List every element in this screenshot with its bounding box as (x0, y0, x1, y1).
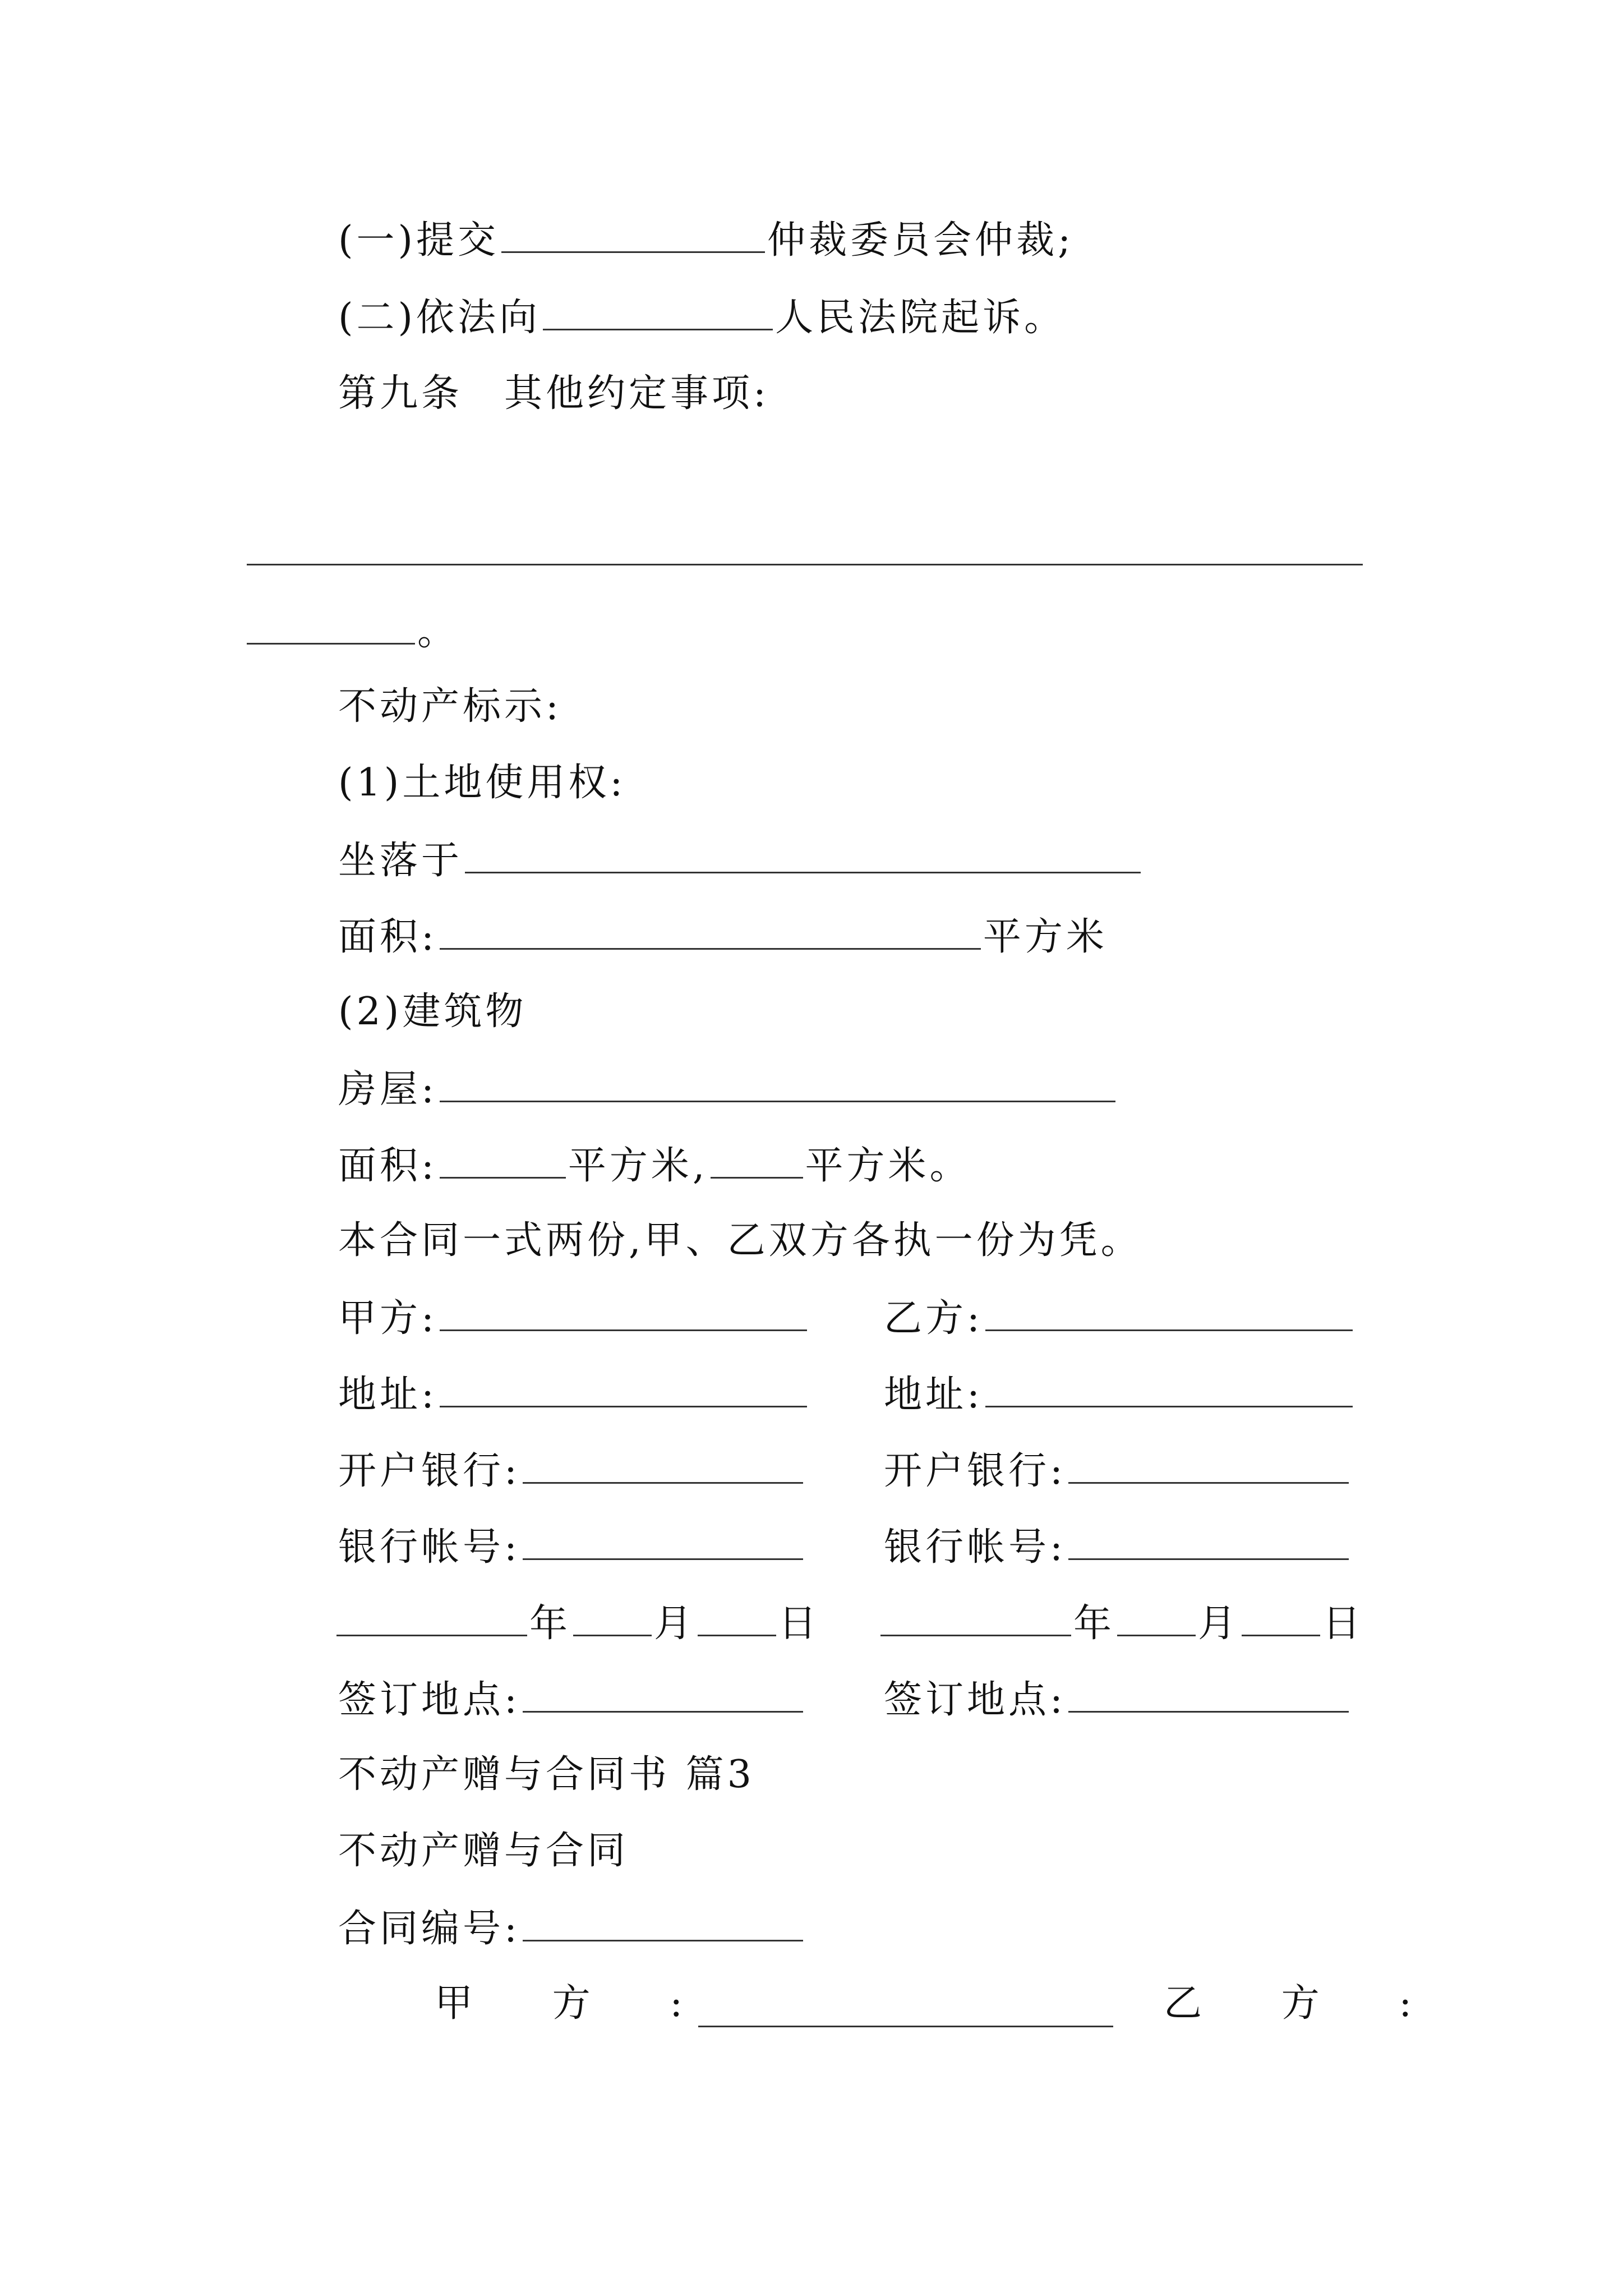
section-3-party-b: 乙 方 : (1164, 1981, 1446, 2026)
party-b-address-row (884, 1373, 1355, 1417)
section-3-party-a: 甲 方 : (435, 1981, 717, 2026)
arbitration-commission-blank[interactable] (501, 220, 765, 253)
party-a-label: 甲方: (338, 1296, 437, 1341)
party-a-bank-label: 开户银行: (338, 1449, 520, 1493)
party-a-year-label: 年 (529, 1602, 571, 1646)
land-location-row (338, 839, 1143, 883)
article-9-title: 第九条 其他约定事项: (338, 371, 769, 416)
party-a-day-label: 日 (778, 1602, 820, 1646)
building-area-blank-1[interactable] (440, 1145, 566, 1179)
party-b-month-blank[interactable] (1117, 1603, 1196, 1636)
party-a-place-blank[interactable] (523, 1680, 803, 1713)
property-heading: 不动产标示: (338, 684, 562, 729)
land-location-label: 坐落于 (338, 839, 463, 883)
land-location-blank[interactable] (465, 840, 1141, 873)
other-terms-end-mark: 。 (417, 610, 459, 654)
party-a-month-label: 月 (654, 1602, 696, 1646)
party-a-account-blank[interactable] (523, 1527, 803, 1560)
party-b-account-label: 银行帐号: (884, 1525, 1066, 1570)
party-a-address-label: 地址: (338, 1373, 437, 1417)
contract-number-label: 合同编号: (338, 1907, 520, 1951)
party-b-place-row (884, 1678, 1351, 1722)
party-b-row (884, 1296, 1355, 1341)
party-a-bank-row (338, 1449, 805, 1493)
party-a-day-blank[interactable] (698, 1603, 776, 1636)
arbitration-option-2-prefix: (二)依法向 (338, 296, 541, 340)
arbitration-option-1-prefix: (一)提交 (338, 218, 500, 263)
other-terms-end-line (247, 610, 459, 654)
building-area-unit-1: 平方米, (568, 1144, 708, 1188)
party-b-bank-row (884, 1449, 1351, 1493)
copies-note: 本合同一式两份,甲、乙双方各执一份为凭。 (338, 1218, 1142, 1263)
party-b-label: 乙方: (884, 1296, 983, 1341)
building-area-label: 面积: (338, 1144, 437, 1188)
party-b-year-blank[interactable] (880, 1603, 1071, 1636)
arbitration-option-1 (338, 218, 1074, 263)
contract-number-row (338, 1907, 805, 1951)
arbitration-option-1-suffix: 仲裁委员会仲裁; (767, 218, 1074, 263)
party-b-bank-label: 开户银行: (884, 1449, 1066, 1493)
other-terms-blank-end[interactable] (247, 611, 415, 645)
land-area-label: 面积: (338, 915, 437, 959)
party-b-bank-blank[interactable] (1068, 1451, 1349, 1484)
house-row (338, 1068, 1118, 1112)
other-terms-blank-line[interactable] (247, 564, 1363, 565)
party-b-place-label: 签订地点: (884, 1678, 1066, 1722)
party-a-month-blank[interactable] (573, 1603, 652, 1636)
building-area-blank-2[interactable] (711, 1145, 803, 1179)
house-label: 房屋: (338, 1068, 437, 1112)
land-area-row (338, 915, 1108, 959)
party-b-place-blank[interactable] (1068, 1680, 1349, 1713)
section-3-title: 不动产赠与合同书 篇3 (338, 1752, 755, 1797)
party-a-account-label: 银行帐号: (338, 1525, 520, 1570)
arbitration-option-2-suffix: 人民法院起诉。 (775, 296, 1066, 340)
party-a-place-label: 签订地点: (338, 1678, 520, 1722)
building-area-unit-2: 平方米。 (805, 1144, 971, 1188)
party-b-day-label: 日 (1322, 1602, 1364, 1646)
party-a-address-row (338, 1373, 809, 1417)
party-b-month-label: 月 (1198, 1602, 1240, 1646)
party-a-year-blank[interactable] (336, 1603, 527, 1636)
party-b-year-label: 年 (1073, 1602, 1115, 1646)
party-a-bank-blank[interactable] (523, 1451, 803, 1484)
party-a-place-row (338, 1678, 805, 1722)
party-b-address-blank[interactable] (985, 1374, 1353, 1407)
land-area-unit: 平方米 (983, 915, 1108, 959)
party-b-blank[interactable] (985, 1298, 1353, 1331)
party-a-blank[interactable] (440, 1298, 807, 1331)
party-a-row (338, 1296, 809, 1341)
building-area-row (338, 1144, 971, 1188)
section-3-subtitle: 不动产赠与合同 (338, 1829, 629, 1873)
party-b-date-row (880, 1602, 1364, 1646)
party-a-date-row (336, 1602, 820, 1646)
arbitration-option-2 (338, 296, 1066, 340)
party-b-account-blank[interactable] (1068, 1527, 1349, 1560)
party-b-account-row (884, 1525, 1351, 1570)
land-area-blank[interactable] (440, 917, 981, 950)
house-blank[interactable] (440, 1069, 1115, 1102)
contract-number-blank[interactable] (523, 1908, 803, 1941)
section-3-party-a-blank[interactable] (698, 2026, 1113, 2027)
building-heading: (2)建筑物 (338, 990, 527, 1034)
land-use-right-heading: (1)土地使用权: (338, 761, 626, 805)
court-name-blank[interactable] (543, 297, 773, 330)
party-b-day-blank[interactable] (1242, 1603, 1320, 1636)
party-a-account-row (338, 1525, 805, 1570)
party-b-address-label: 地址: (884, 1373, 983, 1417)
party-a-address-blank[interactable] (440, 1374, 807, 1407)
